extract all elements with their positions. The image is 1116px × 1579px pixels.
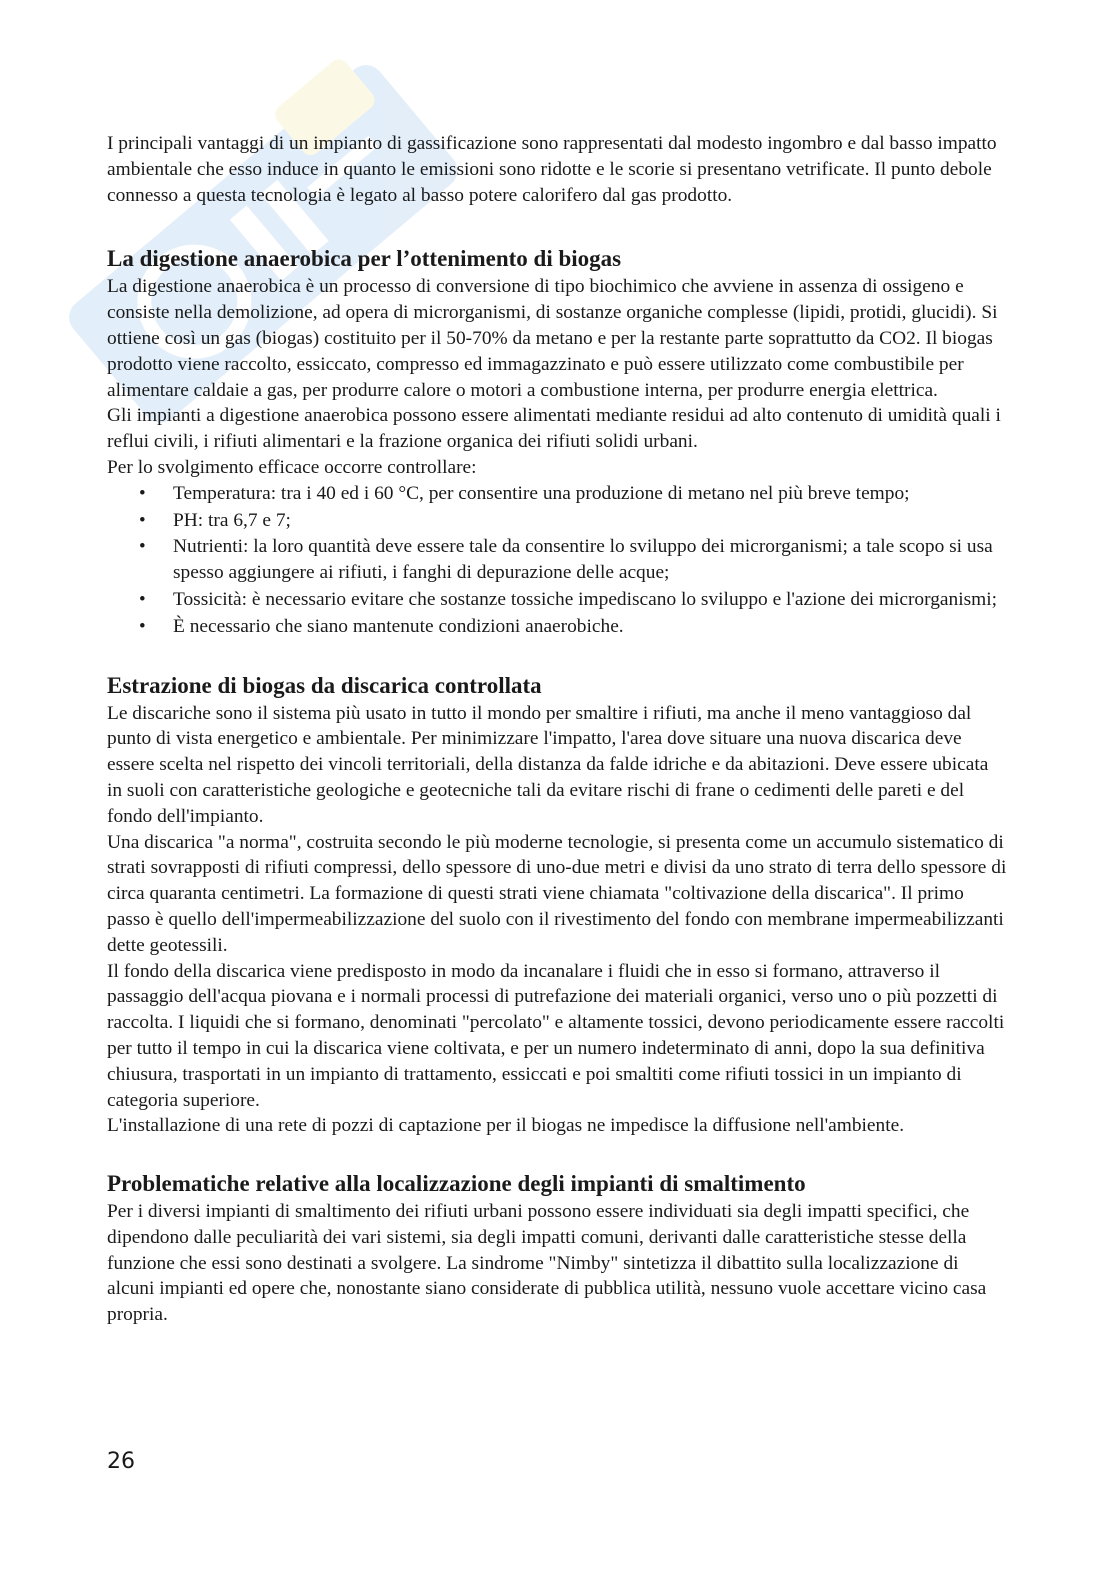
section-paragraph: Per i diversi impianti di smaltimento dei rifiuti urbani possono essere individuati sia degli impatti specifici, che dipendono dalle peculiarità dei vari sistemi, sia degli impatti comuni, derivanti dalle caratteristiche stesse della funzione che essi sono destinati a svolgere. La sindrome "Nimby" sintetizza il dibattito sulla localizzazione di alcuni impianti ed opere che, nonostante siano considerate di pubblica utilità, nessuno vuole accettare vicino casa propria. bbox=[107, 1201, 987, 1326]
list-item bbox=[107, 481, 1007, 507]
section-paragraph: L'installazione di una rete di pozzi di captazione per il biogas ne impedisce la diffusione nell'ambiente. bbox=[107, 1115, 905, 1137]
section-digestione-anaerobica bbox=[107, 244, 1007, 639]
intro-paragraph: I principali vantaggi di un impianto di gassificazione sono rappresentati dal modesto ingombro e dal basso impatto ambientale che esso induce in quanto le emissioni sono ridotte e le scorie si presentano vetrificate. Il punto debole connesso a questa tecnologia è legato al basso potere calorifero dal gas prodotto. bbox=[107, 133, 997, 206]
list-item bbox=[107, 534, 1007, 586]
list-item-text: Tossicità: è necessario evitare che sostanze tossiche impediscano lo sviluppo e l'azione dei microrganismi; bbox=[173, 588, 998, 610]
section-estrazione-biogas bbox=[107, 671, 1007, 1140]
section-gap bbox=[107, 208, 1007, 244]
section-paragraph: Il fondo della discarica viene predisposto in modo da incanalare i fluidi che in esso si formano, attraverso il passaggio dell'acqua piovana e i normali processi di putrefazione dei materiali organici, verso uno o più pozzetti di raccolta. I liquidi che si formano, denominati "percolato" e altamente tossici, devono periodicamente essere raccolti per tutto il tempo in cui la discarica viene coltivata, e per un numero indeterminato di anni, dopo la sua definitiva chiusura, trasportati in un impianto di trattamento, essiccati e poi smaltiti come rifiuti tossici in un impianto di categoria superiore. bbox=[107, 960, 1005, 1111]
section-heading: La digestione anaerobica per l’ottenimento di biogas bbox=[107, 246, 622, 272]
list-item-text: Temperatura: tra i 40 ed i 60 °C, per consentire una produzione di metano nel più breve tempo; bbox=[173, 482, 910, 504]
section-paragraph: Gli impianti a digestione anaerobica possono essere alimentati mediante residui ad alto contenuto di umidità quali i reflui civili, i rifiuti alimentari e la frazione organica dei rifiuti solidi urbani. bbox=[107, 405, 1001, 453]
list-item bbox=[107, 587, 1007, 613]
section-heading: Problematiche relative alla localizzazione degli impianti di smaltimento bbox=[107, 1171, 806, 1197]
list-item bbox=[107, 508, 1007, 534]
bullet-icon: • bbox=[139, 482, 146, 504]
section-paragraph: Per lo svolgimento efficace occorre controllare: bbox=[107, 456, 477, 478]
bullet-icon: • bbox=[139, 588, 146, 610]
list-item-text: Nutrienti: la loro quantità deve essere tale da consentire lo sviluppo dei microrganismi; a tale scopo si usa spesso aggiungere ai rifiuti, i fanghi di depurazione delle acque; bbox=[173, 536, 993, 584]
section-paragraph: La digestione anaerobica è un processo di conversione di tipo biochimico che avviene in assenza di ossigeno e consiste nella demolizione, ad opera di microrganismi, di sostanze organiche complesse (lipidi, protidi, glucidi). Si ottiene così un gas (biogas) costituito per il 50-70% da metano e per la restante parte soprattutto da CO2. Il biogas prodotto viene raccolto, essiccato, compresso ed immagazzinato e può essere utilizzato come combustibile per alimentare caldaie a gas, per produrre calore o motori a combustione interna, per produrre energia elettrica. bbox=[107, 276, 998, 401]
section-heading: Estrazione di biogas da discarica controllata bbox=[107, 672, 542, 698]
section-paragraph: Una discarica "a norma", costruita secondo le più moderne tecnologie, si presenta come un accumulo sistematico di strati sovrapposti di rifiuti compressi, dello spessore di uno-due metri e divisi da uno strato di terra dello spessore di circa quaranta centimetri. La formazione di questi strati viene chiamata "coltivazione della discarica". Il primo passo è quello dell'impermeabilizzazione del suolo con il rivestimento del fondo con membrane impermeabilizzanti dette geotessili. bbox=[107, 831, 1007, 956]
bullet-icon: • bbox=[139, 615, 146, 637]
section-paragraph: Le discariche sono il sistema più usato in tutto il mondo per smaltire i rifiuti, ma anche il meno vantaggioso dal punto di vista energetico e ambientale. Per minimizzare l'impatto, l'area dove situare una nuova discarica deve essere scelta nel rispetto dei vincoli territoriali, della distanza da falde idriche e da abitazioni. Deve essere ubicata in suoli con caratteristiche geologiche e geotecniche tali da evitare rischi di frane o cedimenti delle pareti e del fondo dell'impianto. bbox=[107, 702, 989, 827]
bullet-icon: • bbox=[139, 509, 146, 531]
page-number: 26 bbox=[107, 1449, 135, 1474]
list-item-text: È necessario che siano mantenute condizioni anaerobiche. bbox=[173, 615, 624, 637]
list-item bbox=[107, 614, 1007, 640]
bullet-icon: • bbox=[139, 536, 146, 558]
section-gap bbox=[107, 641, 1007, 671]
section-localizzazione-impianti bbox=[107, 1169, 1007, 1328]
document-page bbox=[107, 131, 1007, 1328]
list-item-text: PH: tra 6,7 e 7; bbox=[173, 509, 291, 531]
section-gap bbox=[107, 1139, 1007, 1169]
bullet-list bbox=[107, 481, 1007, 640]
